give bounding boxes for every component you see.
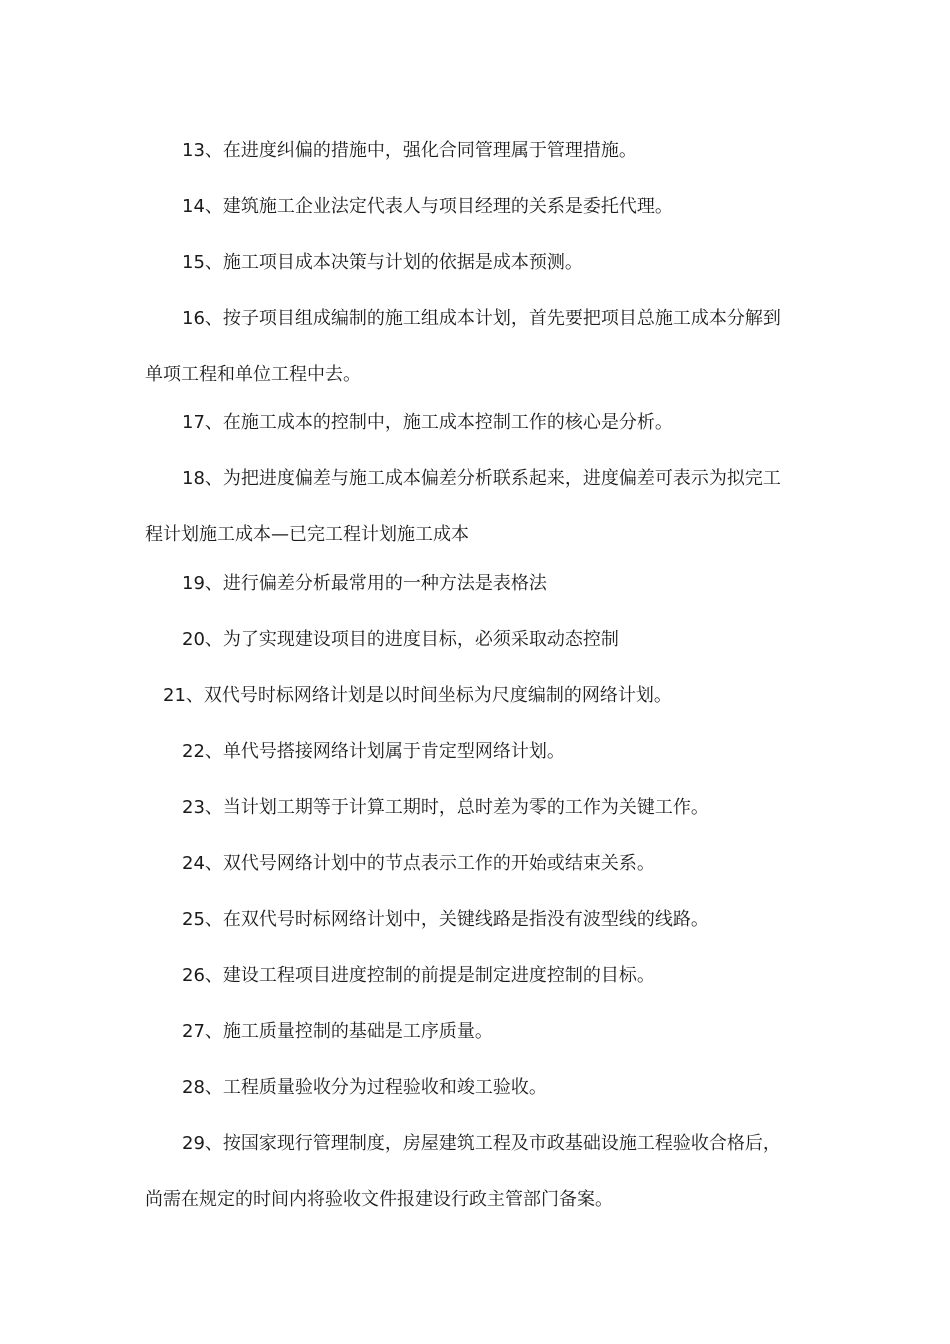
paragraph-line: 25、在双代号时标网络计划中，关键线路是指没有波型线的线路。 <box>182 909 709 930</box>
paragraph-26 <box>145 948 810 1004</box>
paragraph-line: 单项工程和单位工程中去。 <box>145 364 361 385</box>
paragraph-19 <box>145 556 810 612</box>
paragraph-16 <box>145 291 810 403</box>
paragraph-line: 19、进行偏差分析最常用的一种方法是表格法 <box>182 573 547 594</box>
paragraph-28 <box>145 1060 810 1116</box>
paragraph-29 <box>145 1116 810 1228</box>
paragraph-line: 27、施工质量控制的基础是工序质量。 <box>182 1021 493 1042</box>
paragraph-line: 22、单代号搭接网络计划属于肯定型网络计划。 <box>182 741 565 762</box>
paragraph-21 <box>145 668 810 724</box>
paragraph-22 <box>145 724 810 780</box>
paragraph-17 <box>145 395 810 451</box>
paragraph-line: 28、工程质量验收分为过程验收和竣工验收。 <box>182 1077 547 1098</box>
paragraph-line: 17、在施工成本的控制中，施工成本控制工作的核心是分析。 <box>182 412 673 433</box>
paragraph-line: 29、按国家现行管理制度，房屋建筑工程及市政基础设施工程验收合格后， <box>182 1133 781 1154</box>
paragraph-line: 26、建设工程项目进度控制的前提是制定进度控制的目标。 <box>182 965 655 986</box>
paragraph-15 <box>145 235 810 291</box>
paragraph-line: 15、施工项目成本决策与计划的依据是成本预测。 <box>182 252 583 273</box>
paragraph-27 <box>145 1004 810 1060</box>
paragraph-24 <box>145 836 810 892</box>
paragraph-line: 21、双代号时标网络计划是以时间坐标为尺度编制的网络计划。 <box>163 685 672 706</box>
paragraph-18 <box>145 451 810 563</box>
paragraph-line: 13、在进度纠偏的措施中，强化合同管理属于管理措施。 <box>182 140 637 161</box>
paragraph-line: 程计划施工成本—已完工程计划施工成本 <box>145 524 469 545</box>
paragraph-line: 20、为了实现建设项目的进度目标，必须采取动态控制 <box>182 629 619 650</box>
paragraph-23 <box>145 780 810 836</box>
paragraph-line: 23、当计划工期等于计算工期时，总时差为零的工作为关键工作。 <box>182 797 709 818</box>
paragraph-line: 尚需在规定的时间内将验收文件报建设行政主管部门备案。 <box>145 1189 613 1210</box>
paragraph-line: 16、按子项目组成编制的施工组成本计划，首先要把项目总施工成本分解到 <box>182 308 781 329</box>
paragraph-20 <box>145 612 810 668</box>
paragraph-25 <box>145 892 810 948</box>
paragraph-line: 18、为把进度偏差与施工成本偏差分析联系起来，进度偏差可表示为拟完工 <box>182 468 781 489</box>
paragraph-line: 14、建筑施工企业法定代表人与项目经理的关系是委托代理。 <box>182 196 673 217</box>
paragraph-line: 24、双代号网络计划中的节点表示工作的开始或结束关系。 <box>182 853 655 874</box>
paragraph-14 <box>145 179 810 235</box>
paragraph-13 <box>145 123 810 179</box>
